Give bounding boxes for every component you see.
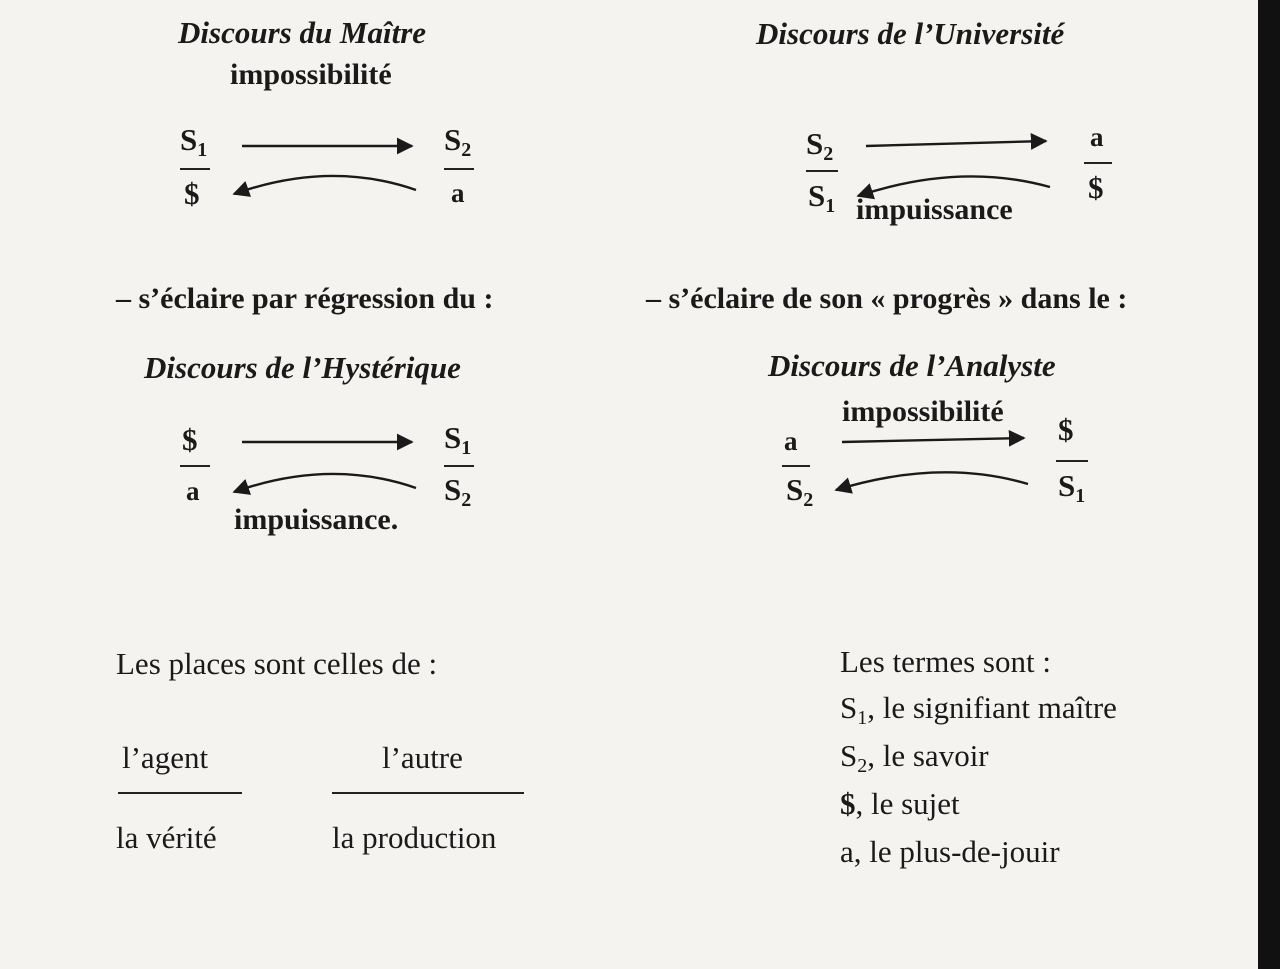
term-object-a: a, le plus-de-jouir	[840, 834, 1060, 869]
analyst-production: $S_1$	[1058, 468, 1086, 507]
university-agent-bar	[806, 170, 838, 172]
analyst-agent-bar	[782, 465, 810, 467]
university-production: $	[1088, 170, 1104, 205]
place-production: la production	[332, 820, 497, 855]
master-other-bar	[444, 168, 474, 170]
hysteric-agent-bar	[180, 465, 210, 467]
university-agent: $S_2$	[806, 126, 834, 165]
university-other-bar	[1084, 162, 1112, 164]
place-agent: l’agent	[122, 740, 209, 775]
terms-heading: Les termes sont :	[840, 644, 1051, 679]
place-other-bar	[332, 792, 524, 794]
analyst-top-arrow	[842, 438, 1024, 442]
master-impossibility-label: impossibilité	[230, 58, 392, 91]
analyst-return-arrow	[836, 472, 1028, 490]
master-title: Discours du Maître	[178, 15, 427, 50]
master-production: a	[451, 178, 465, 208]
hysteric-production: $S_2$	[444, 472, 472, 511]
analyst-agent: a	[784, 426, 798, 456]
term-s1: $S_1$, le signifiant maître	[840, 690, 1117, 729]
page-edge	[1258, 0, 1280, 969]
progress-line: – s’éclaire de son « progrès » dans le :	[646, 282, 1128, 315]
hysteric-title: Discours de l’Hystérique	[144, 350, 461, 385]
master-truth: $	[184, 176, 200, 211]
term-s2: $S_2$, le savoir	[840, 738, 989, 777]
analyst-other-bar	[1056, 460, 1088, 462]
hysteric-other-bar	[444, 465, 474, 467]
hysteric-impotence-label: impuissance.	[234, 503, 399, 536]
analyst-title: Discours de l’Analyste	[768, 348, 1056, 383]
master-return-arrow	[234, 176, 416, 194]
university-other: a	[1090, 122, 1104, 152]
university-title: Discours de l’Université	[756, 16, 1065, 51]
hysteric-return-arrow	[234, 474, 416, 492]
university-truth: $S_1$	[808, 178, 836, 217]
place-agent-bar	[118, 792, 242, 794]
places-heading: Les places sont celles de :	[116, 646, 438, 681]
hysteric-agent: $	[182, 422, 198, 457]
analyst-other: $	[1058, 412, 1074, 447]
analyst-impossibility-label: impossibilité	[842, 395, 1004, 428]
hysteric-truth: a	[186, 476, 200, 506]
place-other: l’autre	[382, 740, 463, 775]
master-agent: $S_1$	[180, 122, 208, 161]
master-agent-bar	[180, 168, 210, 170]
university-impotence-label: impuissance	[856, 193, 1013, 226]
term-barred-subject: $, le sujet	[840, 786, 960, 821]
hysteric-other: $S_1$	[444, 420, 472, 459]
university-top-arrow	[866, 141, 1046, 146]
regression-line: – s’éclaire par régression du :	[116, 282, 494, 315]
master-other: $S_2$	[444, 122, 472, 161]
analyst-truth: $S_2$	[786, 472, 814, 511]
place-truth: la vérité	[116, 820, 217, 855]
